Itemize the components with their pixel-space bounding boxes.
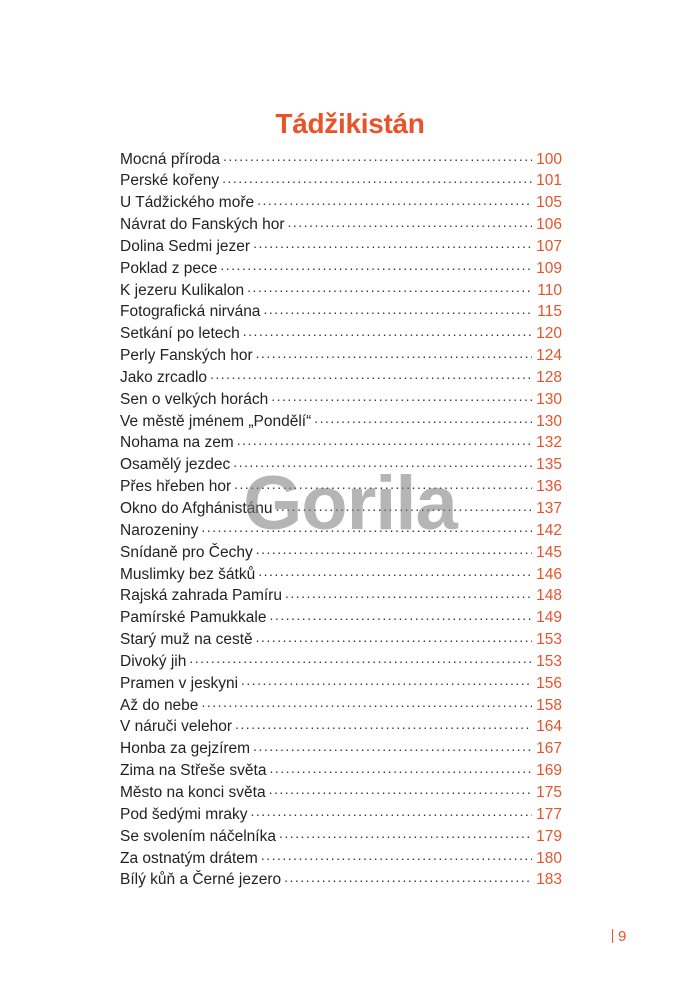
toc-leader-dots: [201, 694, 532, 710]
toc-entry: [120, 498, 562, 520]
toc-entry: [120, 454, 562, 476]
toc-entry-title: Zima na Střeše světa: [120, 762, 267, 780]
toc-leader-dots: [243, 323, 532, 339]
toc-entry-title: Honba za gejzírem: [120, 740, 251, 758]
toc-entry-page: 153: [536, 652, 562, 670]
toc-entry: [120, 672, 562, 694]
toc-entry: [120, 519, 562, 541]
toc-entry-title: Osamělý jezdec: [120, 456, 231, 474]
toc-entry: [120, 323, 562, 345]
toc-entry-title: Ve městě jménem „Pondělí“: [120, 412, 312, 430]
toc-leader-dots: [314, 410, 532, 426]
toc-entry-page: 128: [536, 368, 562, 386]
toc-leader-dots: [276, 498, 532, 514]
toc-entry-page: 180: [536, 849, 562, 867]
table-of-contents: [120, 148, 562, 891]
toc-entry-title: Fotografická nirvána: [120, 303, 261, 321]
toc-leader-dots: [253, 235, 532, 251]
toc-entry: [120, 192, 562, 214]
toc-entry: [120, 214, 562, 236]
toc-entry-page: 156: [536, 674, 562, 692]
toc-entry-title: Přes hřeben hor: [120, 478, 232, 496]
toc-entry-page: 169: [536, 762, 562, 780]
toc-entry: [120, 629, 562, 651]
toc-entry: [120, 432, 562, 454]
toc-leader-dots: [256, 629, 532, 645]
toc-entry-page: 167: [536, 740, 562, 758]
toc-entry-title: Snídaně pro Čechy: [120, 543, 253, 561]
toc-leader-dots: [258, 563, 532, 579]
toc-leader-dots: [257, 192, 532, 208]
toc-leader-dots: [284, 869, 532, 885]
toc-entry-page: 148: [536, 587, 562, 605]
toc-entry-title: Muslimky bez šátků: [120, 565, 256, 583]
toc-entry: [120, 716, 562, 738]
toc-entry-page: 120: [536, 325, 562, 343]
toc-entry-page: 124: [536, 347, 562, 365]
toc-entry-page: 105: [536, 194, 562, 212]
toc-entry-title: Perly Fanských hor: [120, 347, 253, 365]
toc-entry: [120, 847, 562, 869]
toc-entry: [120, 738, 562, 760]
toc-entry-title: Starý muž na cestě: [120, 631, 253, 649]
toc-entry-title: Perské kořeny: [120, 172, 220, 190]
toc-entry: [120, 345, 562, 367]
toc-entry-title: Až do nebe: [120, 696, 199, 714]
toc-entry-page: 137: [536, 500, 562, 517]
page-title: Tádžikistán: [275, 108, 425, 139]
toc-entry-title: U Tádžického moře: [120, 194, 255, 212]
toc-entry-page: 175: [536, 783, 562, 801]
toc-leader-dots: [269, 607, 532, 623]
watermark-logo: Gorila: [243, 461, 457, 546]
toc-leader-dots: [256, 541, 532, 557]
toc-entry-page: 146: [536, 565, 562, 583]
toc-leader-dots: [220, 257, 532, 273]
toc-entry-title: Poklad z pece: [120, 259, 218, 277]
toc-leader-dots: [250, 803, 532, 819]
toc-leader-dots: [271, 388, 532, 404]
toc-entry-title: K jezeru Kulikalon: [120, 281, 245, 299]
toc-entry-title: Divoký jih: [120, 652, 187, 670]
toc-entry-page: 158: [536, 696, 562, 714]
toc-leader-dots: [247, 279, 532, 295]
toc-leader-dots: [201, 519, 532, 535]
toc-entry: [120, 869, 562, 891]
toc-leader-dots: [210, 366, 532, 382]
toc-leader-dots: [222, 170, 532, 186]
toc-entry: [120, 410, 562, 432]
toc-leader-dots: [269, 781, 532, 797]
toc-entry-title: Pramen v jeskyni: [120, 674, 239, 692]
toc-entry-page: 132: [536, 434, 562, 452]
toc-entry-title: Jako zrcadlo: [120, 368, 208, 386]
toc-leader-dots: [241, 672, 532, 688]
toc-entry-title: Okno do Afghánistánu: [120, 500, 273, 517]
toc-leader-dots: [285, 585, 532, 601]
toc-entry-page: 100: [536, 150, 562, 168]
toc-entry-title: Sen o velkých horách: [120, 390, 269, 408]
toc-entry-title: Mocná příroda: [120, 150, 220, 168]
toc-leader-dots: [288, 214, 532, 230]
toc-leader-dots: [237, 432, 532, 448]
toc-leader-dots: [279, 825, 532, 841]
toc-entry-page: 179: [536, 827, 562, 845]
toc-entry-title: Bílý kůň a Černé jezero: [120, 871, 282, 889]
toc-entry: [120, 760, 562, 782]
toc-entry: [120, 541, 562, 563]
toc-entry-page: 107: [536, 237, 562, 255]
toc-entry-page: 183: [536, 871, 562, 889]
toc-entry-page: 101: [536, 172, 562, 190]
toc-entry-title: Narozeniny: [120, 521, 199, 539]
toc-entry: [120, 170, 562, 192]
toc-leader-dots: [189, 650, 532, 666]
toc-entry: [120, 585, 562, 607]
toc-entry-page: 164: [536, 718, 562, 736]
toc-entry: [120, 563, 562, 585]
toc-entry: [120, 650, 562, 672]
toc-entry: [120, 235, 562, 257]
toc-entry-title: Setkání po letech: [120, 325, 240, 343]
toc-leader-dots: [256, 345, 532, 361]
page-number-divider: [612, 929, 613, 943]
toc-entry-page: 145: [536, 543, 562, 561]
toc-entry: [120, 279, 562, 301]
toc-entry: [120, 388, 562, 410]
toc-leader-dots: [253, 738, 532, 754]
toc-entry-page: 110: [537, 281, 562, 299]
toc-entry: [120, 366, 562, 388]
toc-entry-page: 135: [536, 456, 562, 474]
toc-entry: [120, 301, 562, 323]
toc-entry-page: 115: [537, 303, 562, 321]
toc-entry-title: Dolina Sedmi jezer: [120, 237, 251, 255]
toc-entry-title: V náruči velehor: [120, 718, 233, 736]
toc-entry: [120, 607, 562, 629]
toc-leader-dots: [234, 476, 532, 492]
toc-entry-page: 177: [536, 805, 562, 823]
toc-entry-page: 136: [536, 478, 562, 496]
toc-entry: [120, 694, 562, 716]
toc-entry-title: Pod šedými mraky: [120, 805, 248, 823]
page-number-value: 9: [618, 928, 627, 945]
toc-leader-dots: [261, 847, 532, 863]
page-number: [612, 928, 626, 945]
toc-entry-title: Pamírské Pamukkale: [120, 609, 267, 627]
toc-entry: [120, 148, 562, 170]
toc-entry-page: 153: [536, 631, 562, 649]
toc-entry-title: Návrat do Fanských hor: [120, 216, 285, 234]
toc-entry-title: Nohama na zem: [120, 434, 234, 452]
toc-entry-title: Za ostnatým drátem: [120, 849, 258, 867]
toc-entry-page: 109: [536, 259, 562, 277]
toc-entry-page: 142: [536, 521, 562, 539]
toc-entry: [120, 803, 562, 825]
toc-entry-title: Rajská zahrada Pamíru: [120, 587, 282, 605]
toc-entry-page: 106: [536, 216, 562, 234]
toc-entry-title: Se svolením náčelníka: [120, 827, 276, 845]
toc-leader-dots: [233, 454, 532, 470]
toc-entry-page: 130: [536, 390, 562, 408]
toc-leader-dots: [235, 716, 532, 732]
toc-entry: [120, 781, 562, 803]
toc-leader-dots: [223, 148, 532, 164]
toc-entry-title: Město na konci světa: [120, 783, 266, 801]
toc-entry: [120, 257, 562, 279]
toc-entry: [120, 476, 562, 498]
toc-leader-dots: [269, 760, 532, 776]
toc-entry-page: 130: [536, 412, 562, 430]
toc-leader-dots: [263, 301, 532, 317]
toc-entry: [120, 825, 562, 847]
toc-entry-page: 149: [536, 609, 562, 627]
